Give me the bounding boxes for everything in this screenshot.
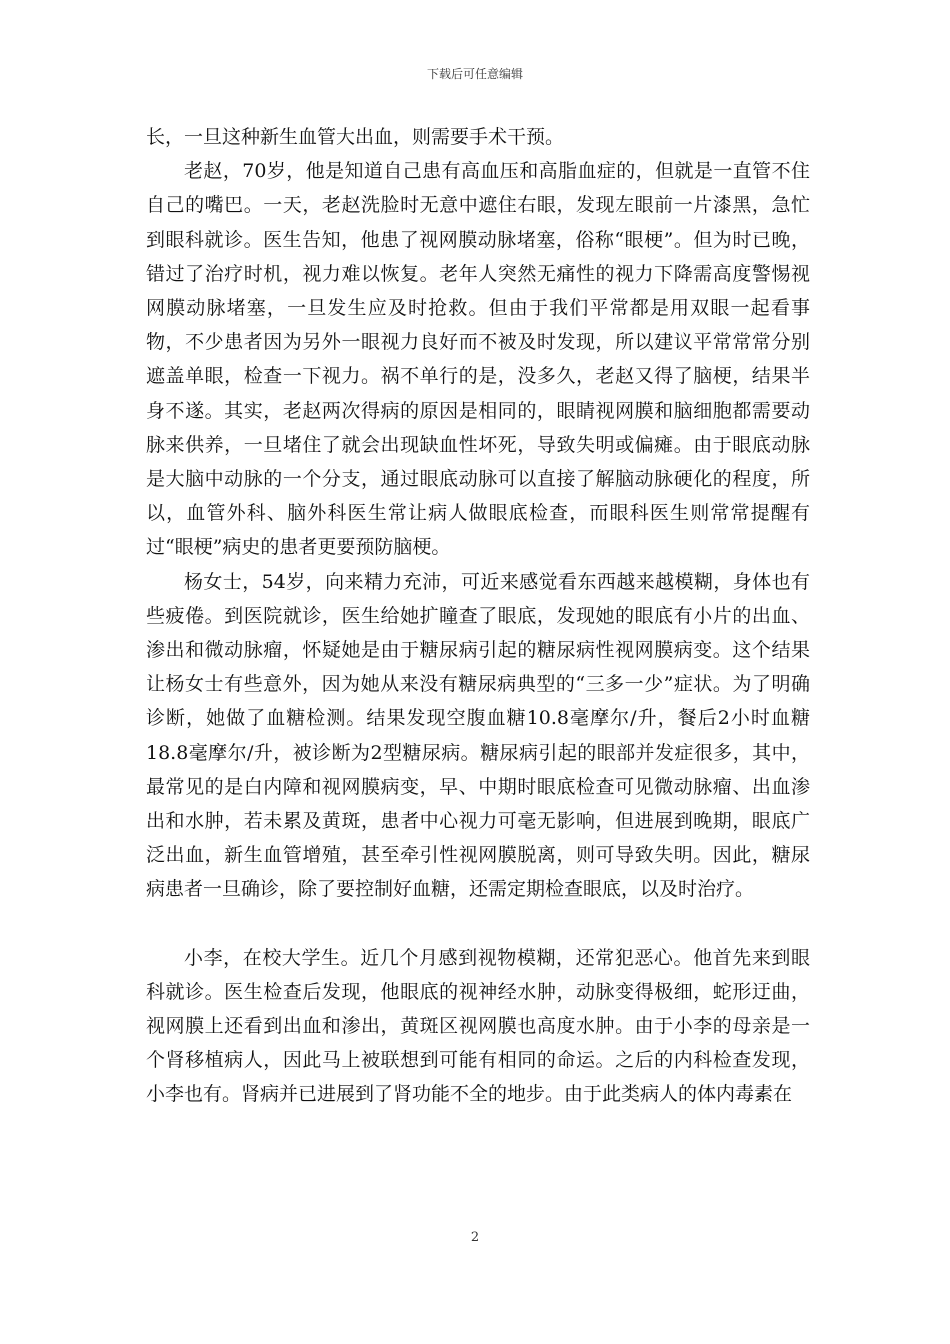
paragraph-lao-zhao: 老赵，70岁，他是知道自己患有高血压和高脂血症的，但就是一直管不住自己的嘴巴。一天，老赵洗脸时无意中遮住右眼，发现左眼前一片漆黑，急忙到眼科就诊。医生告知，他患了视网膜动脉堵塞，俗称“眼梗”。但为时已晚，错过了治疗时机，视力难以恢复。老年人突然无痛性的视力下降需高度警惕视网膜动脉堵塞，一旦发生应及时抢救。但由于我们平常都是用双眼一起看事物，不少患者因为另外一眼视力良好而不被及时发现，所以建议平常常常分别遮盖单眼，检查一下视力。祸不单行的是，没多久，老赵又得了脑梗，结果半身不遂。其实，老赵两次得病的原因是相同的，眼睛视网膜和脑细胞都需要动脉来供养，一旦堵住了就会出现缺血性坏死，导致失明或偏瘫。由于眼底动脉是大脑中动脉的一个分支，通过眼底动脉可以直接了解脑动脉硬化的程度，所以，血管外科、脑外科医生常让病人做眼底检查，而眼科医生则常常提醒有过“眼梗”病史的患者更要预防脑梗。: [146, 160, 810, 559]
page-header: 下载后可任意编辑: [426, 67, 523, 81]
paragraph-xiao-li: 小李，在校大学生。近几个月感到视物模糊，还常犯恶心。他首先来到眼科就诊。医生检查后发现，他眼底的视神经水肿，动脉变得极细，蛇形迂曲，视网膜上还看到出血和渗出，黄斑区视网膜也高度水肿。由于小李的母亲是一个肾移植病人，因此马上被联想到可能有相同的命运。之后的内科检查发现，小李也有。肾病并已进展到了肾功能不全的地步。由于此类病人的体内毒素在: [146, 946, 810, 1106]
paragraph-yang: 杨女士，54岁，向来精力充沛，可近来感觉看东西越来越模糊，身体也有些疲倦。到医院就诊，医生给她扩瞳查了眼底，发现她的眼底有小片的出血、渗出和微动脉瘤，怀疑她是由于糖尿病引起的糖尿病性视网膜病变。这个结果让杨女士有些意外，因为她从来没有糖尿病典型的“三多一少”症状。为了明确诊断，她做了血糖检测。结果发现空腹血糖10.8毫摩尔/升，餐后2小时血糖18.8毫摩尔/升，被诊断为2型糖尿病。糖尿病引起的眼部并发症很多，其中，最常见的是白内障和视网膜病变，早、中期时眼底检查可见微动脉瘤、出血渗出和水肿，若未累及黄斑，患者中心视力可毫无影响，但进展到晚期，眼底广泛出血，新生血管增殖，甚至牵引性视网膜脱离，则可导致失明。因此，糖尿病患者一旦确诊，除了要控制好血糖，还需定期检查眼底，以及时治疗。: [146, 570, 810, 901]
page-number: 2: [470, 1230, 480, 1245]
paragraph-continuation: 长，一旦这种新生血管大出血，则需要手术干预。: [146, 126, 565, 148]
document-body: [146, 120, 810, 1112]
